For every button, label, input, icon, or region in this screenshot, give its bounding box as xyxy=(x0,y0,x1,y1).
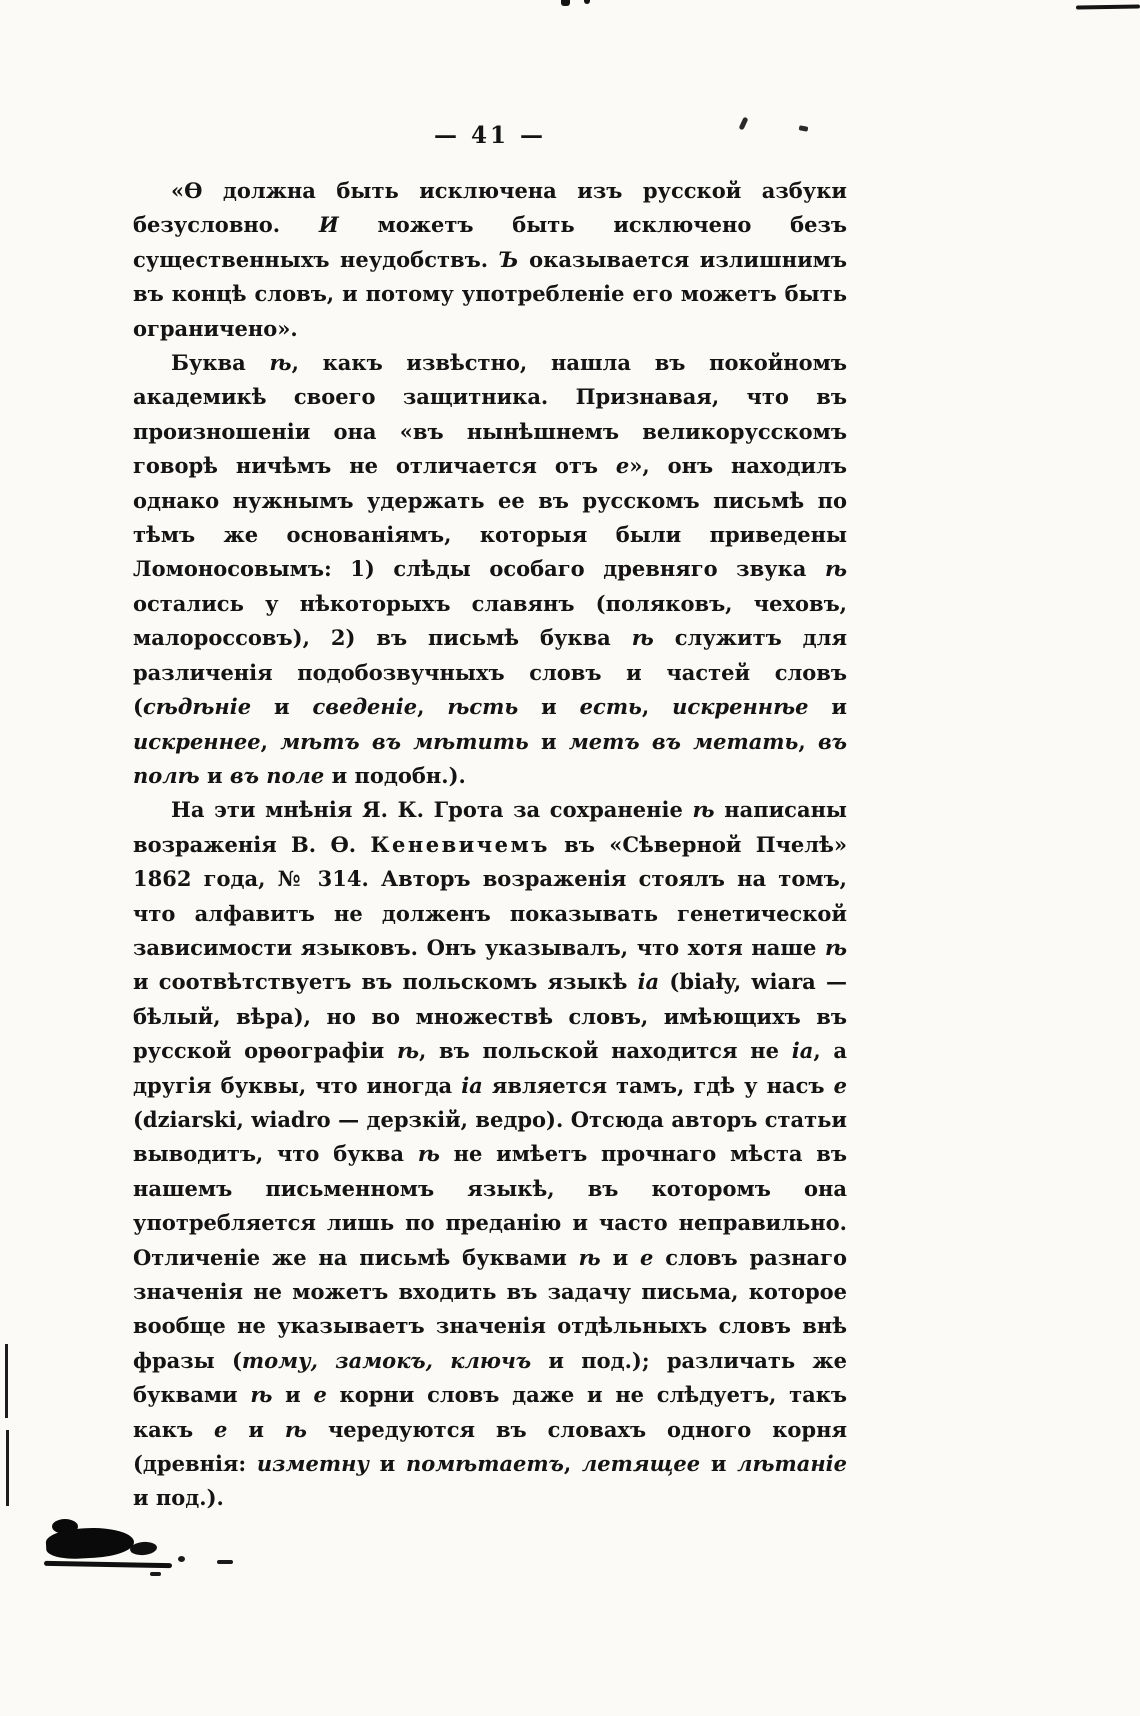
italic-run: ia xyxy=(461,1072,483,1098)
text-run: «Ѳ должна быть исключена изъ русской азбуки безусловно. xyxy=(133,178,847,238)
italic-run: ѣ xyxy=(631,625,654,651)
text-run: остались у нѣкоторыхъ славянъ (поляковъ, чеховъ, малороссовъ), 2) въ письмѣ буква xyxy=(133,590,847,651)
scan-artifact-ink-speck xyxy=(150,1572,161,1576)
italic-run: ѣ xyxy=(269,350,292,376)
scan-artifact-ink-speck xyxy=(178,1556,185,1562)
text-run: въ «Сѣверной Пчелѣ» 1862 года, № 314. Авторъ возраженія стоялъ на томъ, что алфавитъ не долженъ показывать генетической зависимости языковъ. Онъ указывалъ, что хотя наше xyxy=(133,831,847,960)
text-run: , xyxy=(563,1451,582,1477)
text-run: (biały, wiara — бѣлый, вѣра), но во множествѣ словъ, имѣющихъ въ русской орѳографіи xyxy=(133,969,847,1064)
text-run: , какъ извѣстно, нашла въ покойномъ академикѣ своего защитника. Признавая, что въ произношеніи она «въ нынѣшнемъ великорусскомъ говорѣ ничѣмъ не отличается отъ xyxy=(133,350,848,479)
paragraph xyxy=(133,793,847,1516)
text-run: написаны возраженія В. Ѳ. xyxy=(133,797,847,857)
scan-artifact-ink-blob xyxy=(52,1519,78,1534)
italic-run: въ поле xyxy=(229,762,325,788)
text-run: словъ разнаго значенія не можетъ входить въ задачу письма, которое вообще не указываетъ значенія отдѣльныхъ словъ внѣ фразы ( xyxy=(133,1244,847,1373)
italic-run: е xyxy=(833,1072,847,1098)
text-run: , а другія буквы, что иногда xyxy=(133,1038,847,1098)
italic-run: ѣ xyxy=(824,934,847,960)
text-run: , xyxy=(798,728,818,754)
text-run: не имѣетъ прочнаго мѣста въ нашемъ письменномъ языкѣ, въ которомъ она употребляется лишь по преданію и часто неправильно. Отличеніе же на письмѣ буквами xyxy=(133,1141,847,1270)
italic-run: метъ въ метать xyxy=(568,728,799,754)
text-run: и xyxy=(199,762,230,788)
scan-artifact-top-tick xyxy=(561,0,570,6)
text-run: служитъ для различенія подобозвучныхъ словъ и частей словъ ( xyxy=(133,625,847,720)
italic-run: ѣ xyxy=(284,1416,307,1442)
italic-run: въ полѣ xyxy=(133,728,847,788)
italic-run: И xyxy=(318,212,339,238)
text-run: , xyxy=(641,694,673,720)
italic-run: ѣ xyxy=(250,1382,273,1408)
italic-run: ia xyxy=(791,1038,814,1064)
scan-artifact-left-edge-line xyxy=(6,1430,9,1506)
text-run: , xyxy=(260,728,281,754)
scan-artifact-ink-smear xyxy=(44,1561,172,1568)
text-run: , въ польской находится не xyxy=(419,1038,792,1064)
italic-run: ѣ xyxy=(417,1141,440,1167)
text-run: оказывается излишнимъ въ концѣ словъ, и потому употребленіе его можетъ быть ограничено». xyxy=(133,246,847,341)
italic-run: ia xyxy=(637,969,660,995)
text-run: и под.); различать же буквами xyxy=(133,1347,848,1408)
text-run: корни словъ даже и не слѣдуетъ, такъ какъ xyxy=(133,1382,847,1442)
text-run: и xyxy=(808,694,848,720)
italic-run: сведеніе xyxy=(312,694,418,720)
text-run: и xyxy=(518,694,580,720)
scan-artifact-left-edge-line xyxy=(5,1344,8,1418)
text-run: является тамъ, гдѣ у насъ xyxy=(482,1072,834,1098)
text-run: На эти мнѣнія Я. К. Грота за сохраненіе xyxy=(171,797,693,823)
italic-run: мѣтъ въ мѣтить xyxy=(280,728,529,754)
paragraph xyxy=(133,174,847,346)
text-run: и xyxy=(368,1451,406,1477)
italic-run: Ъ xyxy=(498,246,519,272)
text-run: и под.). xyxy=(133,1485,224,1511)
text-run: и xyxy=(528,728,569,754)
italic-run: е xyxy=(615,453,630,479)
scan-artifact-top-right-line xyxy=(1076,4,1140,9)
paragraph xyxy=(133,346,847,793)
italic-run: лѣтаніе xyxy=(737,1451,848,1477)
scan-artifact-top-tick xyxy=(584,0,590,4)
scan-artifact-ink-speck xyxy=(217,1560,233,1564)
italic-run: летящее xyxy=(581,1451,701,1477)
italic-run: искреннѣе xyxy=(672,694,809,720)
italic-run: ѣ xyxy=(692,797,715,823)
italic-run: ѣ xyxy=(824,556,847,582)
italic-run: помѣтаетъ xyxy=(405,1451,564,1477)
text-run: и xyxy=(251,694,313,720)
text-run: и xyxy=(227,1416,285,1442)
italic-run: ѣ xyxy=(396,1038,419,1064)
italic-run: е xyxy=(640,1244,654,1270)
italic-run: ѣсть xyxy=(447,694,519,720)
text-run: (dziarski, wiadro — дерзкій, ведро). Отсюда авторъ статьи выводитъ, что буква xyxy=(133,1106,847,1167)
italic-run: ѣ xyxy=(578,1244,601,1270)
italic-run: е xyxy=(313,1382,327,1408)
text-run: и xyxy=(600,1244,641,1270)
text-run: чередуются въ словахъ одного корня (древнія: xyxy=(133,1416,848,1477)
italic-run: сѣдѣніе xyxy=(142,694,252,720)
text-run: можетъ быть исключено безъ существенныхъ неудобствъ. xyxy=(133,212,848,272)
text-run: и xyxy=(700,1451,738,1477)
page-number: — 41 — xyxy=(433,122,547,149)
text-run: и xyxy=(272,1382,314,1408)
italic-run: искреннее xyxy=(133,728,261,754)
text-run: Буква xyxy=(171,350,270,376)
italic-run: есть xyxy=(579,694,642,720)
text-run: », онъ находилъ однако нужнымъ удержать ее въ русскомъ письмѣ по тѣмъ же основаніямъ, которыя были приведены Ломоносовымъ: 1) слѣды особаго древняго звука xyxy=(133,453,847,582)
text-run: и подобн.). xyxy=(324,762,466,788)
italic-run: тому, замокъ, ключъ xyxy=(241,1347,532,1373)
letterspaced-run: Кеневичемъ xyxy=(370,831,550,857)
text-run: и соотвѣтствуетъ въ польскомъ языкѣ xyxy=(133,969,638,995)
italic-run: е xyxy=(214,1416,228,1442)
scan-artifact-ink-blob xyxy=(129,1541,157,1556)
text-run: , xyxy=(417,694,448,720)
body-text xyxy=(133,174,847,1516)
italic-run: изметну xyxy=(256,1451,369,1477)
